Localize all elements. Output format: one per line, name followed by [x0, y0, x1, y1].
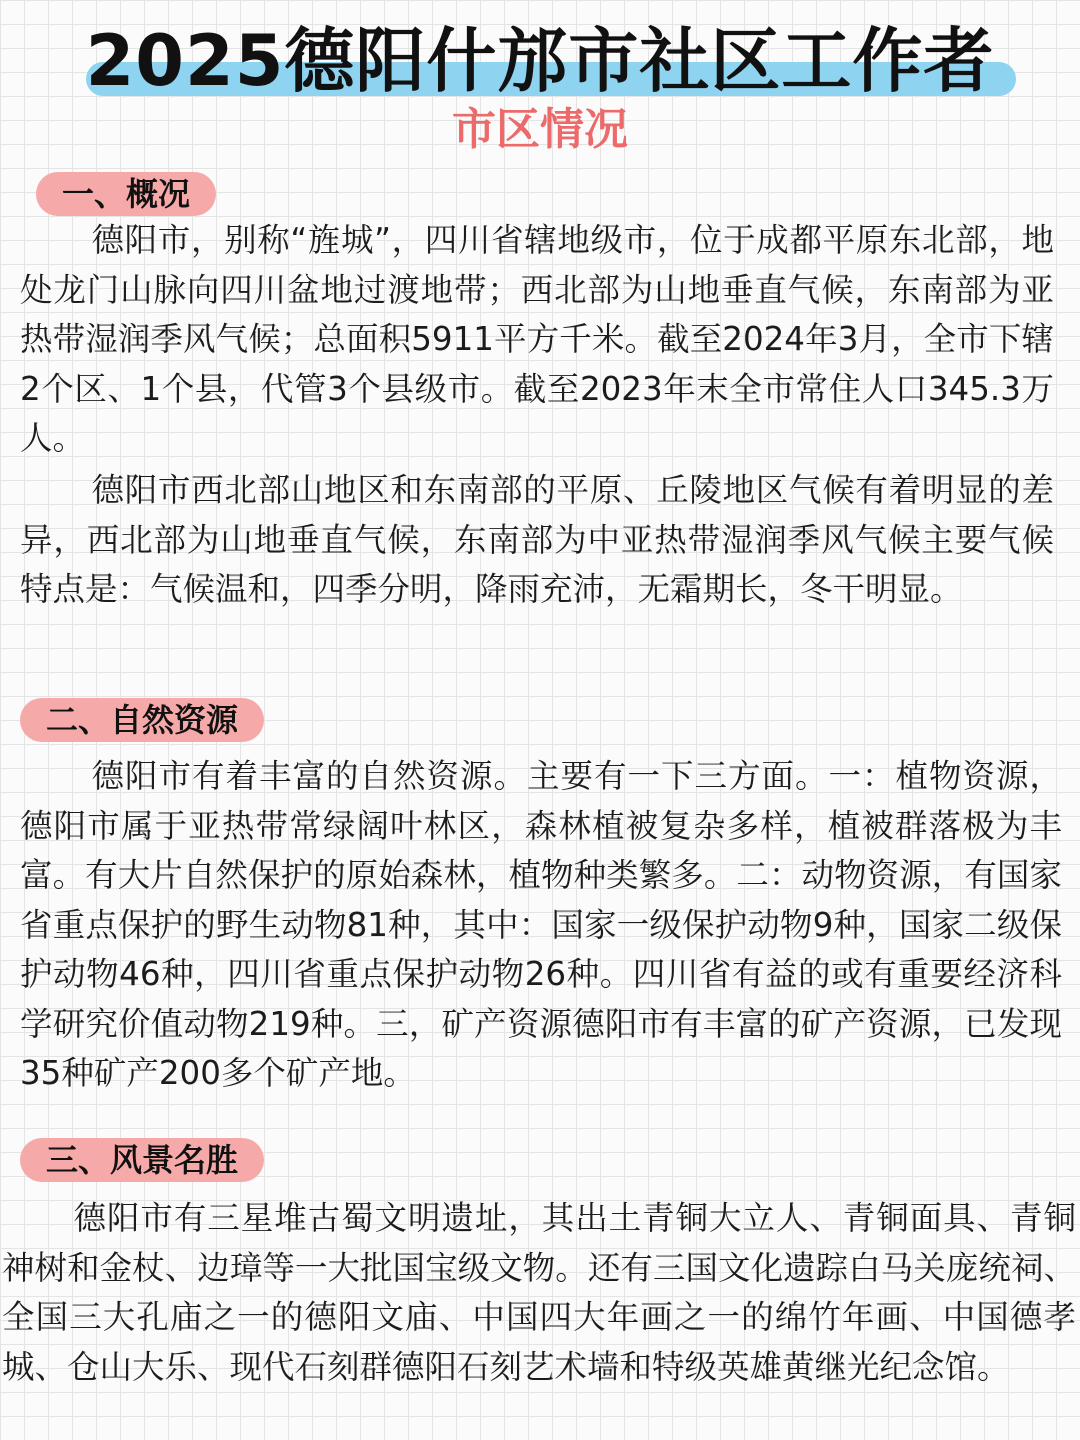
page-subtitle: 市区情况	[452, 104, 628, 155]
scenic-spots-paragraph: 德阳市有三星堆古蜀文明遗址，其出土青铜大立人、青铜面具、青铜神树和金杖、边璋等一大批国宝级文物。还有三国文化遗踪白马关庞统祠、全国三大孔庙之一的德阳文庙、中国四大年画之一的绵竹年画、中国德孝城、仓山大乐、现代石刻群德阳石刻艺术墙和特级英雄黄继光纪念馆。	[2, 1199, 1076, 1386]
overview-paragraph-2: 德阳市西北部山地区和东南部的平原、丘陵地区气候有着明显的差异，西北部为山地垂直气候，东南部为中亚热带湿润季风气候主要气候特点是：气候温和，四季分明，降雨充沛，无霜期长，冬干明显。	[20, 471, 1054, 608]
section-tag-overview: 一、概况	[36, 172, 216, 216]
title-wrap	[0, 18, 1080, 104]
section-tag-natural-resources: 二、自然资源	[20, 698, 264, 742]
page-title: 2025德阳什邡市社区工作者	[85, 20, 995, 102]
natural-resources-paragraph: 德阳市有着丰富的自然资源。主要有一下三方面。一：植物资源，德阳市属于亚热带常绿阔叶林区，森林植被复杂多样，植被群落极为丰富。有大片自然保护的原始森林，植物种类繁多。二：动物资源，有国家省重点保护的野生动物81种，其中：国家一级保护动物9种，国家二级保护动物46种，四川省重点保护动物26种。四川省有益的或有重要经济科学研究价值动物219种。三，矿产资源德阳市有丰富的矿产资源，已发现35种矿产200多个矿产地。	[20, 757, 1062, 1092]
overview-paragraph-1: 德阳市，别称“旌城”，四川省辖地级市，位于成都平原东北部，地处龙门山脉向四川盆地过渡地带；西北部为山地垂直气候，东南部为亚热带湿润季风气候；总面积5911平方千米。截至2024年3月，全市下辖2个区、1个县，代管3个县级市。截至2023年末全市常住人口345.3万人。	[20, 221, 1054, 457]
section-tag-scenic-spots: 三、风景名胜	[20, 1138, 264, 1182]
